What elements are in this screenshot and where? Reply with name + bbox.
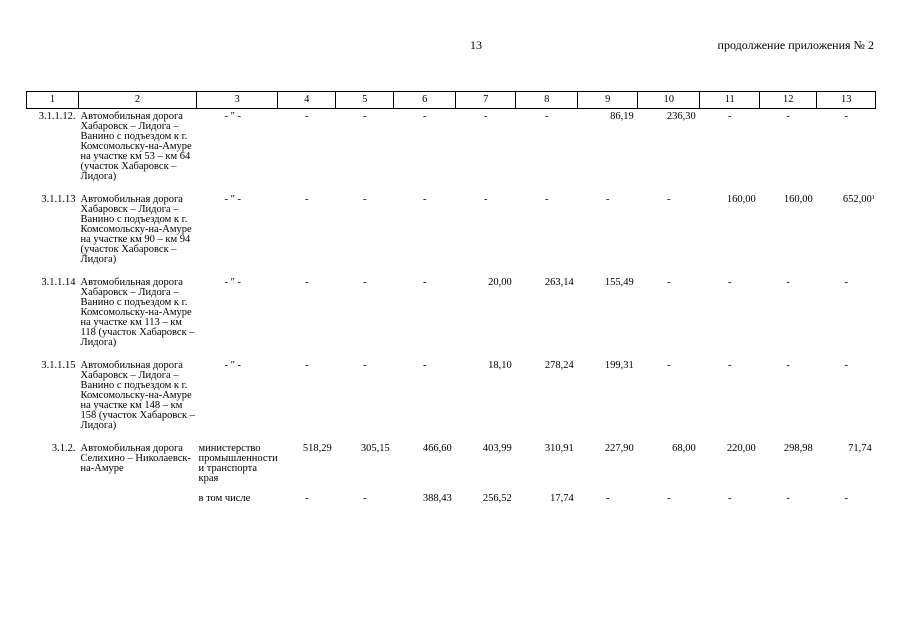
- value-cell: -: [422, 111, 427, 122]
- value-cell: 86,19: [610, 111, 634, 122]
- value-cell: -: [786, 360, 790, 371]
- table-row: [27, 358, 876, 441]
- col-header: 10: [638, 92, 700, 109]
- value-cell: -: [666, 194, 671, 205]
- value-cell: -: [786, 493, 790, 504]
- budget-table: [26, 91, 876, 504]
- value-cell: -: [362, 277, 367, 288]
- row-name: Автомобильная дорога Хабаровск – Лидога – Ванино с подъездом к г. Комсомольску-на-Амуре на участке км 53 – км 64 (участок Хабаровск – Лидога): [80, 111, 192, 182]
- col-header: 5: [336, 92, 394, 109]
- col-header: 1: [27, 92, 79, 109]
- row-department: - " -: [224, 277, 242, 288]
- header-row: [27, 92, 876, 109]
- footnote-marker: 1: [871, 195, 875, 201]
- value-cell: -: [422, 194, 427, 205]
- value-cell: -: [483, 194, 488, 205]
- value-cell: 310,91: [544, 443, 574, 454]
- col-header: 11: [700, 92, 760, 109]
- value-cell: -: [544, 111, 549, 122]
- value-cell: -: [362, 111, 367, 122]
- value-cell: 160,00: [726, 194, 756, 205]
- value-cell: 20,00: [488, 277, 512, 288]
- value-cell: -: [786, 111, 790, 122]
- value-cell: -: [727, 111, 732, 122]
- value-cell: -: [304, 194, 309, 205]
- value-cell: -: [605, 493, 610, 504]
- page-number: 13: [470, 38, 482, 52]
- value-cell: 155,49: [604, 277, 634, 288]
- row-department: в том числе: [198, 493, 251, 504]
- value-cell: 220,00: [726, 443, 756, 454]
- value-cell: -: [304, 111, 309, 122]
- value-cell: 263,14: [544, 277, 574, 288]
- value-cell: -: [727, 493, 732, 504]
- row-name: Автомобильная дорога Хабаровск – Лидога – Ванино с подъездом к г. Комсомольску-на-Амуре на участке км 90 – км 94 (участок Хабаровск – Лидога): [80, 194, 192, 265]
- continuation-label: продолжение приложения № 2: [717, 38, 874, 52]
- row-index: 3.1.1.12.: [38, 111, 76, 122]
- row-name: Автомобильная дорога Хабаровск – Лидога – Ванино с подъездом к г. Комсомольску-на-Амуре на участке км 148 – км 158 (участок Хабаровск – Лидога): [80, 360, 195, 431]
- row-index: 3.1.1.13: [41, 194, 76, 205]
- table-row: [27, 494, 876, 504]
- value-cell: -: [605, 194, 610, 205]
- value-cell: -: [666, 360, 671, 371]
- value-cell: 256,52: [482, 493, 512, 504]
- col-header: 3: [197, 92, 278, 109]
- row-index: 3.1.1.15: [41, 360, 76, 371]
- value-cell: 236,30: [666, 111, 696, 122]
- col-header: 13: [817, 92, 876, 109]
- row-name: Автомобильная дорога Селихино – Николаевск-на-Амуре: [80, 443, 191, 474]
- value-cell: -: [304, 493, 309, 504]
- col-header: 2: [79, 92, 197, 109]
- row-index: 3.1.2.: [51, 443, 76, 454]
- row-index: [27, 494, 79, 504]
- value-cell: 403,99: [482, 443, 512, 454]
- value-cell: -: [362, 360, 367, 371]
- value-cell: -: [786, 277, 790, 288]
- row-name: Автомобильная дорога Хабаровск – Лидога – Ванино с подъездом к г. Комсомольску-на-Амуре на участке км 113 – км 118 (участок Хабаровск – Лидога): [80, 277, 195, 348]
- table-row: [27, 192, 876, 275]
- col-header: 12: [760, 92, 817, 109]
- value-cell: 199,31: [604, 360, 634, 371]
- value-cell: 160,00: [783, 194, 813, 205]
- value-cell: -: [727, 277, 732, 288]
- value-cell: -: [844, 277, 848, 288]
- table-row: [27, 275, 876, 358]
- value-cell: -: [304, 360, 309, 371]
- value-cell: 305,15: [360, 443, 390, 454]
- value-cell: -: [422, 360, 427, 371]
- value-cell: -: [362, 194, 367, 205]
- row-department: - " -: [224, 194, 242, 205]
- value-cell: -: [727, 360, 732, 371]
- value-cell: -: [422, 277, 427, 288]
- value-cell: 71,74: [848, 443, 872, 454]
- table-row: [27, 109, 876, 193]
- value-cell: -: [666, 277, 671, 288]
- value-cell: 466,60: [422, 443, 452, 454]
- row-department: министерство промышленности и транспорта края: [198, 443, 278, 484]
- col-header: 4: [278, 92, 336, 109]
- col-header: 9: [578, 92, 638, 109]
- col-header: 8: [516, 92, 578, 109]
- value-cell: 18,10: [488, 360, 512, 371]
- value-cell: -: [483, 111, 488, 122]
- row-department: - " -: [224, 111, 242, 122]
- value-cell: 298,98: [783, 443, 813, 454]
- value-cell: -: [844, 360, 848, 371]
- value-cell: 652,00$^1$: [842, 194, 875, 205]
- row-department: - " -: [224, 360, 242, 371]
- value-cell: -: [844, 493, 848, 504]
- value-cell: 227,90: [604, 443, 634, 454]
- value-cell: 388,43: [422, 493, 452, 504]
- col-header: 7: [456, 92, 516, 109]
- table-row: [27, 441, 876, 494]
- row-index: 3.1.1.14: [41, 277, 76, 288]
- value-cell: 278,24: [544, 360, 574, 371]
- value-cell: -: [666, 493, 671, 504]
- value-cell: -: [362, 493, 367, 504]
- col-header: 6: [394, 92, 456, 109]
- value-cell: -: [544, 194, 549, 205]
- value-cell: 68,00: [672, 443, 696, 454]
- value-cell: 17,74: [550, 493, 574, 504]
- value-cell: -: [304, 277, 309, 288]
- value-cell: -: [844, 111, 848, 122]
- value-cell: 518,29: [302, 443, 332, 454]
- row-name: [79, 494, 197, 504]
